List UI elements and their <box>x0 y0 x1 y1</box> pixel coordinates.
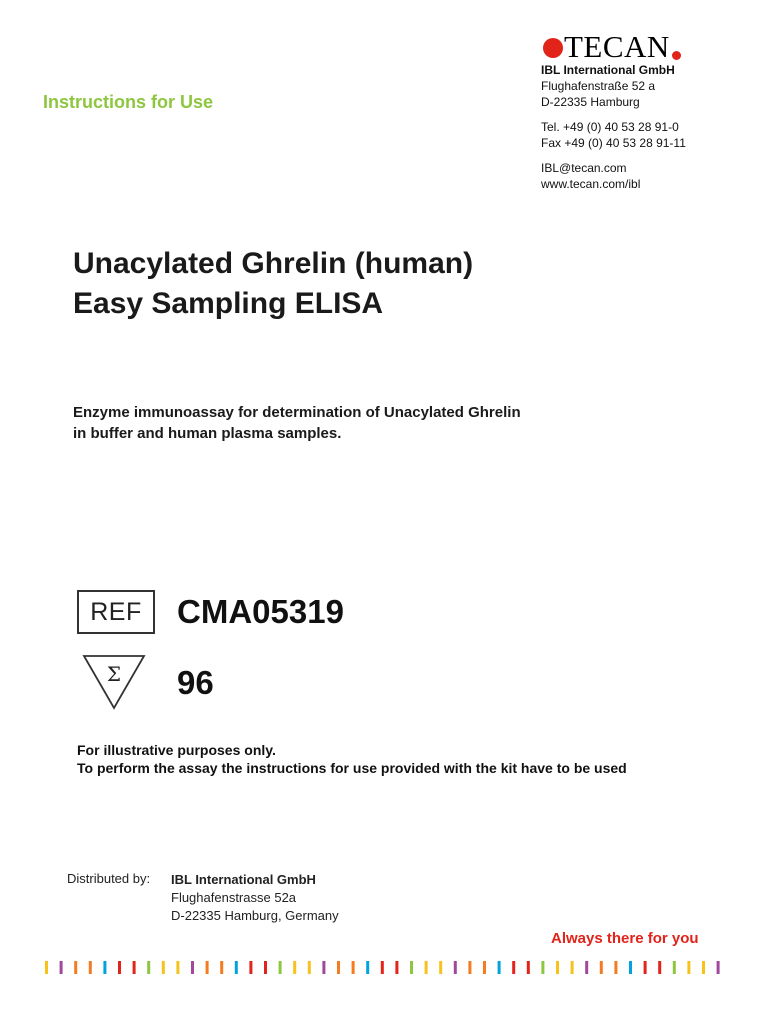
header-company: IBL International GmbH <box>541 63 675 77</box>
header-street: Flughafenstraße 52 a <box>541 79 656 93</box>
stripe-segment <box>614 961 617 974</box>
notice-line2: To perform the assay the instructions for use provided with the kit have to be used <box>77 760 627 776</box>
stripe-segment <box>74 961 77 974</box>
distributor-company: IBL International GmbH <box>171 872 316 887</box>
stripe-segment <box>483 961 486 974</box>
subtitle-line2: in buffer and human plasma samples. <box>73 425 342 442</box>
stripe-segment <box>147 961 150 974</box>
header-email[interactable]: IBL@tecan.com <box>541 161 627 175</box>
notice-line1: For illustrative purposes only. <box>77 742 276 758</box>
stripe-segment <box>702 961 705 974</box>
ref-label: REF <box>90 597 142 626</box>
distributor-address <box>171 871 339 925</box>
header-web[interactable]: www.tecan.com/ibl <box>541 177 641 191</box>
stripe-segment <box>352 961 355 974</box>
stripe-segment <box>498 961 501 974</box>
header-tel: Tel. +49 (0) 40 53 28 91-0 <box>541 120 679 134</box>
stripe-segment <box>425 961 428 974</box>
distributor-city: D-22335 Hamburg, Germany <box>171 908 339 923</box>
color-stripe-decoration <box>45 961 725 974</box>
stripe-segment <box>322 961 325 974</box>
stripe-segment <box>264 961 267 974</box>
stripe-segment <box>468 961 471 974</box>
stripe-segment <box>644 961 647 974</box>
header-city: D-22335 Hamburg <box>541 95 640 109</box>
distributor-label: Distributed by: <box>67 871 151 886</box>
stripe-segment <box>673 961 676 974</box>
stripe-segment <box>162 961 165 974</box>
stripe-segment <box>600 961 603 974</box>
stripe-segment <box>658 961 661 974</box>
stripe-segment <box>118 961 121 974</box>
stripe-segment <box>366 961 369 974</box>
stripe-segment <box>220 961 223 974</box>
stripe-segment <box>541 961 544 974</box>
stripe-segment <box>249 961 252 974</box>
ref-code: CMA05319 <box>177 593 344 630</box>
product-title-line2: Easy Sampling ELISA <box>73 287 384 320</box>
stripe-segment <box>629 961 632 974</box>
stripe-segment <box>512 961 515 974</box>
stripe-segment <box>45 961 48 974</box>
stripe-segment <box>556 961 559 974</box>
header-fax: Fax +49 (0) 40 53 28 91-11 <box>541 136 686 150</box>
logo-red-dot <box>672 51 681 60</box>
stripe-segment <box>206 961 209 974</box>
stripe-segment <box>191 961 194 974</box>
stripe-segment <box>235 961 238 974</box>
stripe-segment <box>439 961 442 974</box>
stripe-segment <box>103 961 106 974</box>
stripe-segment <box>293 961 296 974</box>
logo-text: TECAN <box>564 29 670 64</box>
stripe-segment <box>60 961 63 974</box>
stripe-segment <box>279 961 282 974</box>
header-address <box>541 62 686 192</box>
test-count: 96 <box>177 664 214 701</box>
stripe-segment <box>717 961 720 974</box>
stripe-segment <box>585 961 588 974</box>
product-title <box>73 244 473 324</box>
stripe-segment <box>687 961 690 974</box>
subtitle-line1: Enzyme immunoassay for determination of Unacylated Ghrelin <box>73 404 521 421</box>
usage-notice <box>77 741 627 777</box>
product-title-line1: Unacylated Ghrelin (human) <box>73 247 474 280</box>
product-subtitle <box>73 402 521 444</box>
stripe-segment <box>571 961 574 974</box>
stripe-segment <box>308 961 311 974</box>
stripe-segment <box>176 961 179 974</box>
stripe-segment <box>89 961 92 974</box>
stripe-segment <box>410 961 413 974</box>
stripe-segment <box>395 961 398 974</box>
ref-symbol-box <box>77 590 155 634</box>
stripe-segment <box>337 961 340 974</box>
logo-red-circle <box>543 38 563 58</box>
stripe-segment <box>527 961 530 974</box>
sigma-icon <box>81 654 147 710</box>
ifu-label: Instructions for Use <box>43 92 214 112</box>
sigma-glyph: Σ <box>106 662 122 686</box>
distributor-street: Flughafenstrasse 52a <box>171 890 297 905</box>
brand-slogan: Always there for you <box>551 930 699 947</box>
stripe-segment <box>381 961 384 974</box>
tecan-logo <box>543 30 681 64</box>
stripe-segment <box>133 961 136 974</box>
stripe-segment <box>454 961 457 974</box>
